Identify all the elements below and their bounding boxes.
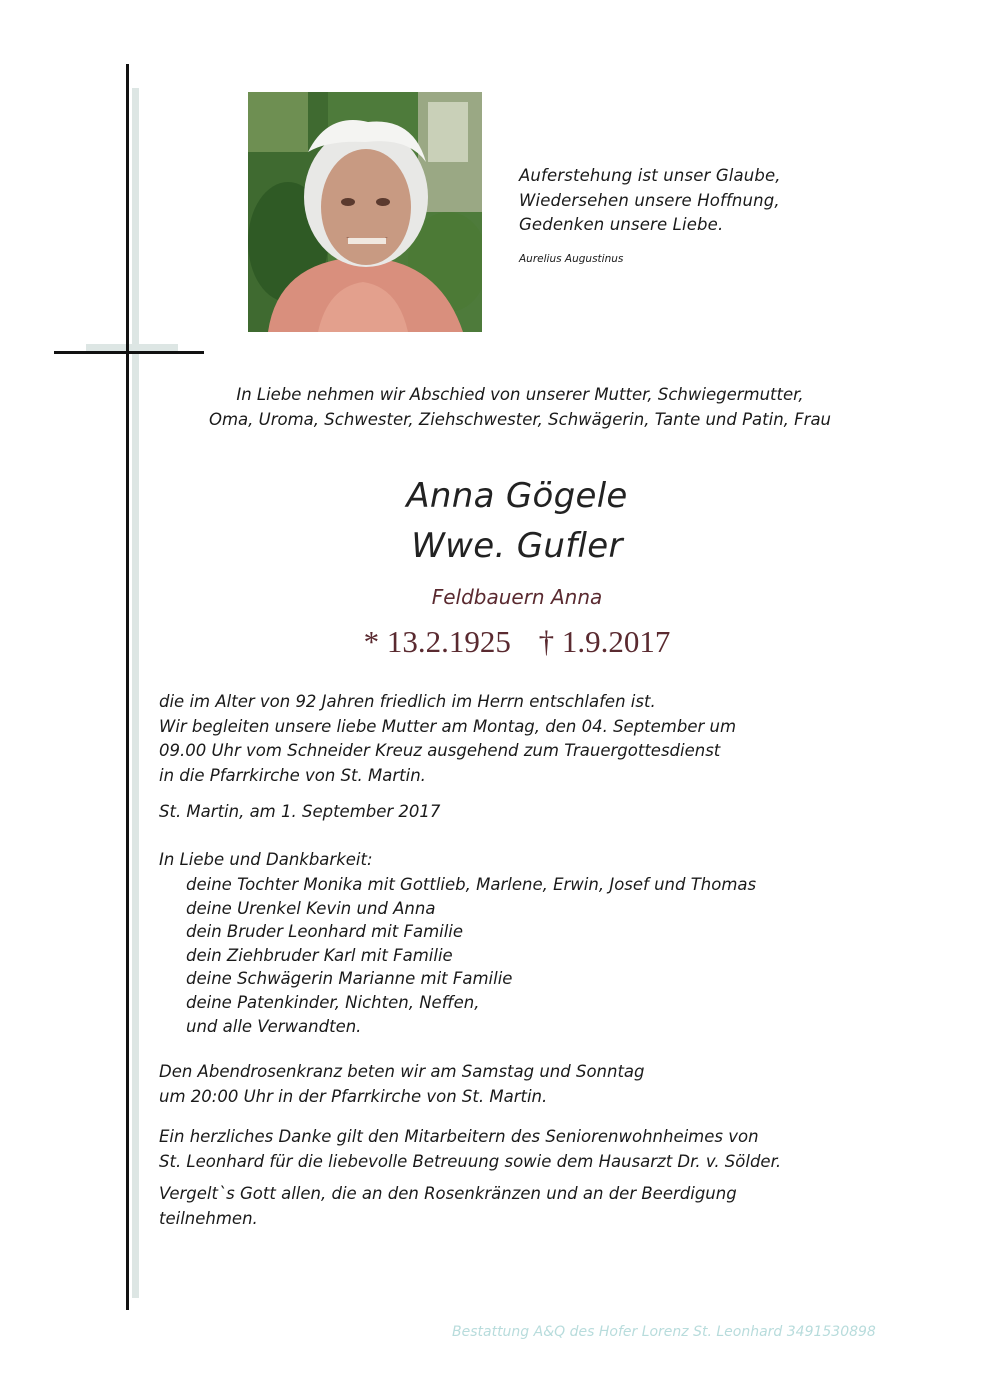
rosary-info bbox=[159, 1060, 919, 1109]
quote-line: Gedenken unsere Liebe. bbox=[519, 215, 724, 234]
body-line: die im Alter von 92 Jahren friedlich im Herrn entschlafen ist. bbox=[159, 692, 656, 711]
mourner-line: deine Patenkinder, Nichten, Neffen, bbox=[186, 992, 480, 1012]
deceased-nickname: Feldbauern Anna bbox=[431, 585, 603, 609]
intro-line: In Liebe nehmen wir Abschied von unserer Mutter, Schwiegermutter, bbox=[236, 385, 804, 404]
mourner-line: deine Schwägerin Marianne mit Familie bbox=[186, 969, 513, 989]
vergelt-line: teilnehmen. bbox=[159, 1208, 258, 1228]
thanks-line: St. Leonhard für die liebevolle Betreuung sowie dem Hausarzt Dr. v. Sölder. bbox=[159, 1151, 782, 1171]
quote-line: Wiedersehen unsere Hoffnung, bbox=[519, 190, 780, 210]
mourner-line: deine Tochter Monika mit Gottlieb, Marlene, Erwin, Josef und Thomas bbox=[186, 875, 757, 894]
intro-line: Oma, Uroma, Schwester, Ziehschwester, Schwägerin, Tante und Patin, Frau bbox=[208, 410, 832, 429]
mourners-list bbox=[186, 873, 906, 1038]
thanks-note bbox=[159, 1125, 919, 1174]
body-line: in die Pfarrkirche von St. Martin. bbox=[159, 765, 426, 785]
thanks-heading: In Liebe und Dankbarkeit: bbox=[159, 850, 373, 869]
life-dates bbox=[262, 624, 772, 660]
mourner-line: dein Bruder Leonhard mit Familie bbox=[186, 922, 464, 942]
cross-horizontal-bar bbox=[54, 351, 204, 354]
quote-block bbox=[519, 164, 849, 265]
rosary-line: Den Abendrosenkranz beten wir am Samstag und Sonntag bbox=[159, 1062, 645, 1081]
quote-line: Auferstehung ist unser Glaube, bbox=[519, 166, 781, 185]
death-date: † 1.9.2017 bbox=[538, 624, 671, 659]
intro-text bbox=[120, 382, 920, 432]
thanks-line: Ein herzliches Danke gilt den Mitarbeitern des Seniorenwohnheimes von bbox=[159, 1127, 759, 1146]
mourner-line: deine Urenkel Kevin und Anna bbox=[186, 898, 436, 918]
rosary-line: um 20:00 Uhr in der Pfarrkirche von St. Martin. bbox=[159, 1086, 548, 1106]
funeral-home-footer: Bestattung A&Q des Hofer Lorenz St. Leonhard 3491530898 bbox=[452, 1324, 876, 1340]
deceased-married-name: Wwe. Gufler bbox=[411, 526, 623, 566]
mourner-line: dein Ziehbruder Karl mit Familie bbox=[186, 945, 453, 965]
quote-author: Aurelius Augustinus bbox=[519, 252, 624, 265]
vergelt-line: Vergelt`s Gott allen, die an den Rosenkränzen und an der Beerdigung bbox=[159, 1184, 737, 1203]
place-date: St. Martin, am 1. September 2017 bbox=[159, 802, 441, 821]
body-line: Wir begleiten unsere liebe Mutter am Montag, den 04. September um bbox=[159, 716, 737, 736]
vergelt-note bbox=[159, 1182, 919, 1231]
funeral-details bbox=[159, 690, 919, 788]
birth-date: * 13.2.1925 bbox=[363, 624, 511, 659]
mourner-line: und alle Verwandten. bbox=[186, 1016, 362, 1036]
deceased-name: Anna Gögele bbox=[406, 476, 628, 516]
portrait-photo bbox=[248, 92, 482, 332]
cross-vertical-bar bbox=[126, 64, 129, 1310]
body-line: 09.00 Uhr vom Schneider Kreuz ausgehend zum Trauergottesdienst bbox=[159, 741, 721, 760]
cross-shadow-vertical bbox=[132, 88, 139, 1298]
